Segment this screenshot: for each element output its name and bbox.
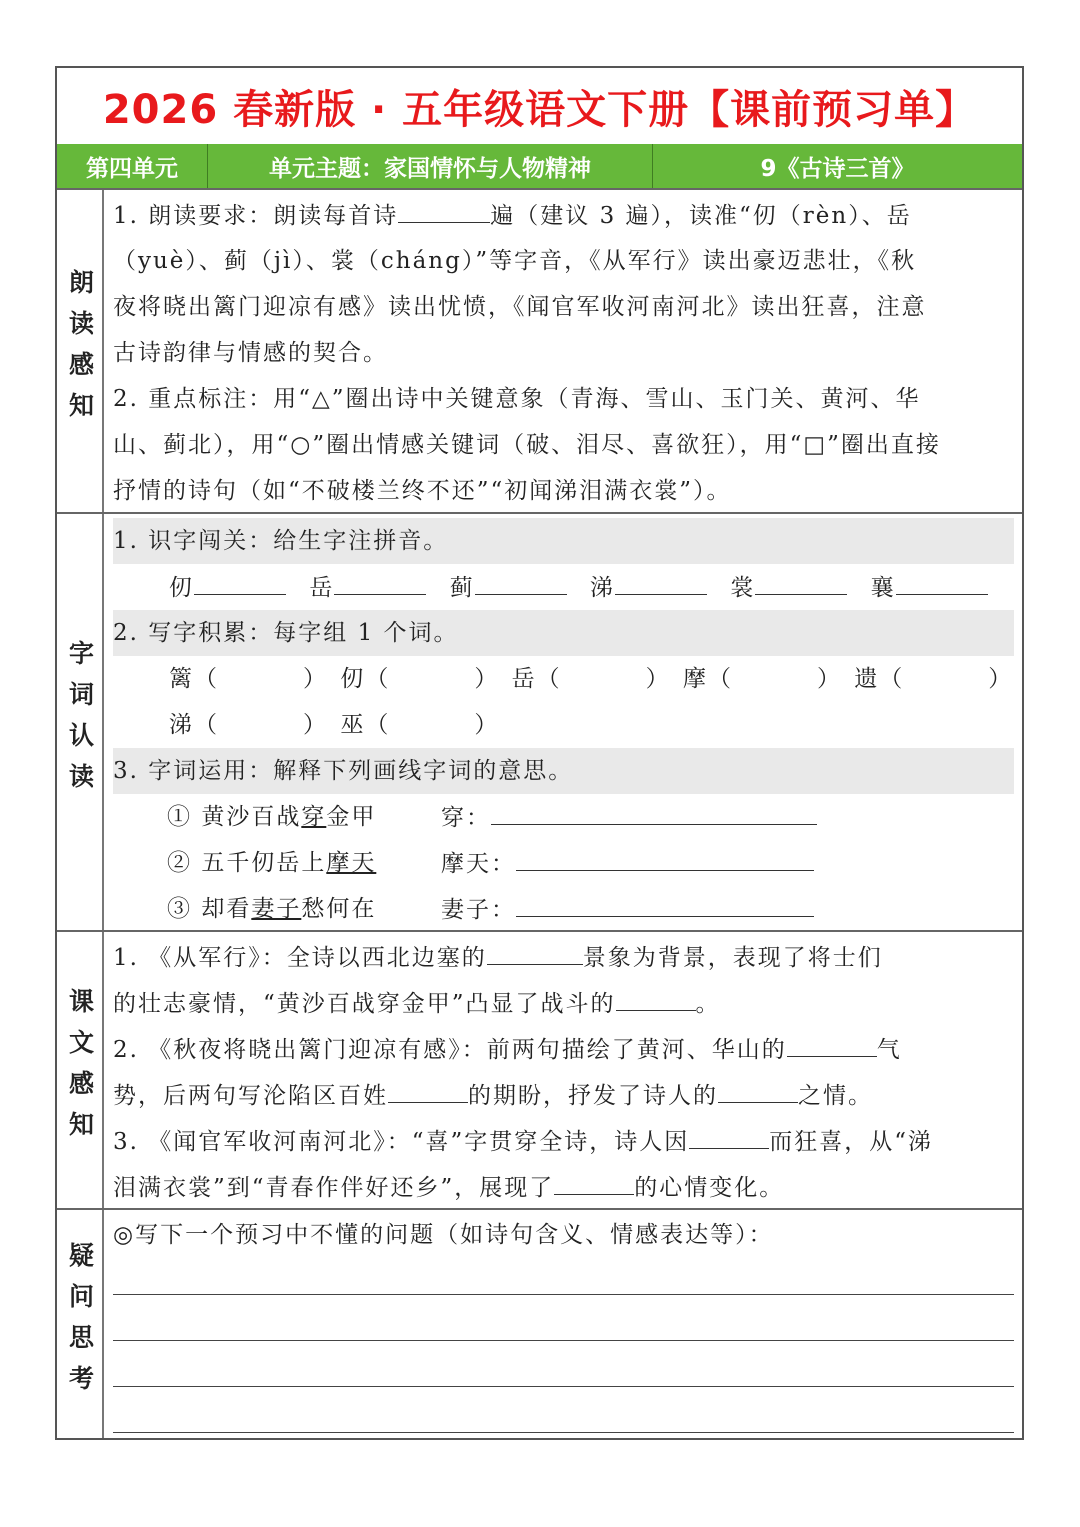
answer-blank[interactable]	[616, 980, 696, 1011]
pinyin-blank[interactable]	[475, 564, 567, 595]
question-prompt: ◎写下一个预习中不懂的问题（如诗句含义、情感表达等）：	[113, 1222, 774, 1248]
zuci-row: 涕（ ） 巫（ ）	[169, 712, 500, 738]
reading-line: 2. 重点标注：用“△”圈出诗中关键意象（青海、雪山、玉门关、黄河、华	[113, 386, 921, 412]
lesson-title: 9《古诗三首》	[760, 155, 915, 182]
explain-blank[interactable]	[491, 794, 817, 825]
writing-line[interactable]	[113, 1432, 1014, 1433]
section-question	[57, 1208, 1022, 1438]
pinyin-blank[interactable]	[615, 564, 707, 595]
answer-blank[interactable]	[554, 1164, 634, 1195]
unit-label: 第四单元	[57, 144, 208, 188]
unit-theme: 单元主题：家国情怀与人物精神	[208, 144, 653, 188]
page-title: 2026 春新版 · 五年级语文下册【课前预习单】	[57, 68, 1022, 146]
writing-line[interactable]	[113, 1340, 1014, 1341]
section-label: 疑问思考	[57, 1210, 104, 1438]
answer-blank[interactable]	[718, 1072, 798, 1103]
text-line: 3. 《闻官军收河南河北》：“喜”字贯穿全诗，诗人因 而狂喜，从“涕	[113, 1118, 1014, 1164]
reading-line: 夜将晓出篱门迎凉有感》读出忧愤，《闻官军收河南河北》读出狂喜，注意	[113, 294, 927, 320]
text-line: 泪满衣裳”到“青春作伴好还乡”，展现了 的心情变化。	[113, 1164, 1014, 1210]
section-label: 课文感知	[57, 932, 104, 1208]
answer-blank[interactable]	[487, 934, 583, 965]
text-line: 1. 《从军行》：全诗以西北边塞的 景象为背景，表现了将士们	[113, 934, 1014, 980]
text-line: 势，后两句写沦陷区百姓 的期盼，抒发了诗人的 之情。	[113, 1072, 1014, 1118]
pinyin-blank[interactable]	[334, 564, 426, 595]
pinyin-blank[interactable]	[755, 564, 847, 595]
answer-blank[interactable]	[388, 1072, 468, 1103]
section-text	[57, 930, 1022, 1208]
pinyin-row: 仞 岳 蓟 涕 裳 襄	[113, 564, 1014, 610]
reading-line: 抒情的诗句（如“不破楼兰终不还”“初闻涕泪满衣裳”）。	[113, 478, 732, 504]
answer-blank[interactable]	[398, 192, 490, 223]
pinyin-blank[interactable]	[194, 564, 286, 595]
explain-row: ① 黄沙百战穿金甲 穿：	[113, 794, 1014, 840]
text-line: 的壮志豪情，“黄沙百战穿金甲”凸显了战斗的 。	[113, 980, 1014, 1026]
task-heading: 3. 字词运用：解释下列画线字词的意思。	[113, 748, 1014, 794]
pinyin-blank[interactable]	[896, 564, 988, 595]
reading-line: 山、蓟北），用“○”圈出情感关键词（破、泪尽、喜欲狂），用“□”圈出直接	[113, 432, 941, 458]
writing-line[interactable]	[113, 1294, 1014, 1295]
answer-blank[interactable]	[689, 1118, 769, 1149]
explain-row: ③ 却看妻子愁何在 妻子：	[113, 886, 1014, 932]
header-bar	[57, 144, 1022, 188]
reading-line: （yuè）、蓟（jì）、裳（cháng）”等字音，《从军行》读出豪迈悲壮，《秋	[113, 248, 917, 274]
zuci-row: 篱（ ） 仞（ ） 岳（ ） 摩（ ） 遗（ ）	[169, 666, 1014, 692]
writing-line[interactable]	[113, 1386, 1014, 1387]
task-heading: 2. 写字积累：每字组 1 个词。	[113, 610, 1014, 656]
worksheet	[55, 66, 1024, 1440]
task-heading: 1. 识字闯关：给生字注拼音。	[113, 518, 1014, 564]
section-words	[57, 512, 1022, 930]
section-label: 朗读感知	[57, 190, 104, 512]
answer-blank[interactable]	[787, 1026, 877, 1057]
reading-line: 古诗韵律与情感的契合。	[113, 340, 388, 366]
explain-blank[interactable]	[516, 840, 814, 871]
explain-blank[interactable]	[516, 886, 814, 917]
explain-row: ② 五千仞岳上摩天 摩天：	[113, 840, 1014, 886]
section-label: 字词认读	[57, 514, 104, 930]
reading-line: 1. 朗读要求：朗读每首诗 遍（建议 3 遍），读准“仞（rèn）、岳	[113, 192, 1014, 238]
section-reading	[57, 188, 1022, 512]
text-line: 2. 《秋夜将晓出篱门迎凉有感》：前两句描绘了黄河、华山的 气	[113, 1026, 1014, 1072]
